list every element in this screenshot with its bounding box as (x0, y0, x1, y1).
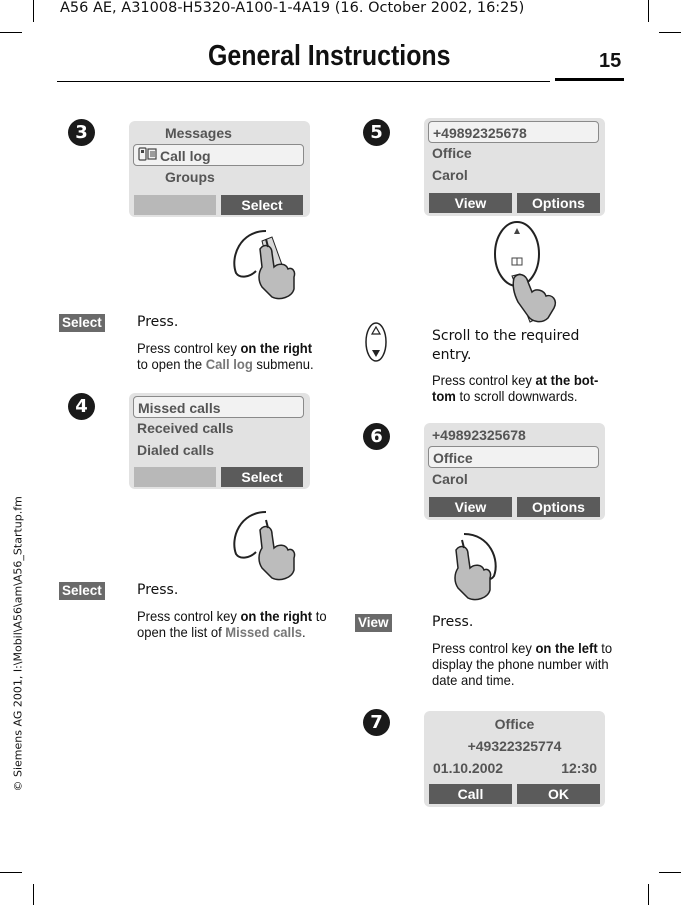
desc-text: to open the (137, 356, 206, 372)
entry-office: Office (432, 145, 472, 161)
menu-item-messages: Messages (165, 125, 232, 141)
desc-text: Press control key (432, 372, 536, 388)
softkey-left-blank (134, 467, 216, 487)
page-title: General Instructions (208, 40, 451, 72)
crop-mark (648, 884, 649, 905)
press-text: Press. (137, 314, 179, 330)
desc-bold: at the bot-tom (432, 372, 599, 404)
crop-mark (659, 32, 681, 33)
title-rule (57, 81, 550, 82)
desc-text: to open the list of (137, 608, 327, 640)
desc-bold: on the right (240, 340, 313, 356)
menu-item-call-log (133, 144, 304, 166)
desc-text: to scroll downwards. (455, 388, 578, 404)
desc-text: submenu. (252, 356, 314, 372)
softkey-call[interactable]: Call (429, 784, 512, 804)
step-5-description (432, 372, 604, 404)
desc-highlight: Call log (205, 356, 253, 372)
softkey-options[interactable]: Options (517, 193, 600, 213)
phone-screen-call-log-list (129, 393, 310, 489)
step-4-description (137, 608, 328, 640)
detail-name: Office (494, 716, 535, 732)
press-text: Press. (432, 614, 474, 630)
detail-date: 01.10.2002 (433, 760, 504, 776)
label-view: View (355, 614, 392, 632)
page-number-rule (555, 78, 624, 81)
desc-bold: on the right (240, 608, 313, 624)
crop-mark (648, 0, 649, 22)
step-6-description (432, 640, 613, 688)
label-select: Select (59, 582, 105, 600)
step-6-number: 6 (363, 423, 390, 450)
detail-time: 12:30 (561, 760, 597, 776)
step-4-number: 4 (68, 393, 95, 420)
crop-mark (33, 0, 34, 22)
scroll-text: Scroll to the required entry. (432, 328, 580, 363)
press-text: Press. (137, 582, 179, 598)
softkey-ok[interactable]: OK (517, 784, 600, 804)
desc-text: Press control key (432, 640, 536, 656)
desc-bold: on the left (535, 640, 598, 656)
hand-press-bottom-icon (490, 220, 564, 324)
menu-item-received-calls: Received calls (137, 420, 234, 436)
desc-highlight: Missed calls (225, 624, 303, 640)
crop-mark (33, 884, 34, 905)
softkey-view[interactable]: View (429, 193, 512, 213)
phone-screen-phonebook-entry (424, 423, 605, 520)
menu-item-dialed-calls: Dialed calls (137, 442, 215, 458)
entry-office: Office (428, 446, 599, 468)
label-select: Select (59, 314, 105, 332)
step-7-number: 7 (363, 709, 390, 736)
hand-press-right-icon (228, 227, 300, 301)
entry-carol: Carol (432, 471, 468, 487)
detail-number: +49322325774 (467, 738, 562, 754)
menu-item-call-log-label: Call log (160, 148, 211, 164)
hand-press-right-icon (228, 508, 300, 582)
crop-mark (0, 32, 22, 33)
side-note: © Siemens AG 2001, I:\Mobil\A56\am\A56_Startup.fm (11, 496, 25, 792)
scroll-key-icon (364, 321, 388, 363)
softkey-options[interactable]: Options (517, 497, 600, 517)
page-number: 15 (599, 50, 622, 72)
entry-number: +49892325678 (432, 427, 526, 443)
entry-carol: Carol (432, 167, 468, 183)
desc-text: . (302, 624, 306, 640)
step-3-description (137, 340, 318, 372)
running-head: A56 AE, A31008-H5320-A100-1-4A19 (16. October 2002, 16:25) (60, 0, 525, 16)
step-3-number: 3 (68, 119, 95, 146)
desc-text: Press control key (137, 608, 241, 624)
softkey-view[interactable]: View (429, 497, 512, 517)
menu-item-groups: Groups (165, 169, 215, 185)
phone-screen-phonebook (424, 118, 605, 216)
crop-mark (659, 872, 681, 873)
desc-text: to display the phone number with date and time. (432, 640, 613, 688)
crop-mark (0, 872, 22, 873)
softkey-left-blank (134, 195, 216, 215)
softkey-select[interactable]: Select (221, 195, 303, 215)
entry-number: +49892325678 (428, 121, 599, 143)
call-log-icon (138, 146, 160, 168)
menu-item-missed-calls: Missed calls (133, 396, 304, 418)
hand-press-left-icon (430, 530, 504, 602)
softkey-select[interactable]: Select (221, 467, 303, 487)
desc-text: Press control key (137, 340, 241, 356)
phone-screen-entry-details (424, 711, 605, 807)
step-5-number: 5 (363, 119, 390, 146)
phone-screen-call-log-menu (129, 121, 310, 217)
